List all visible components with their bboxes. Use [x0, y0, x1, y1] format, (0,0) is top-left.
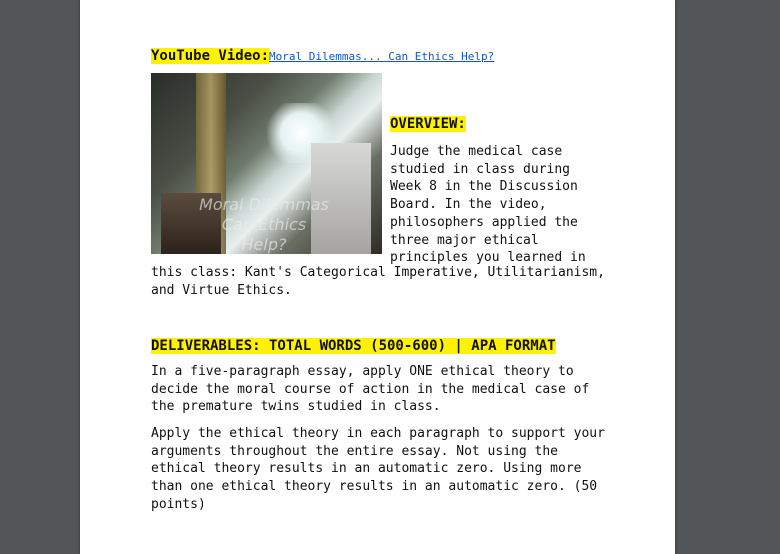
overview-line: three major ethical — [390, 232, 539, 248]
overview-line: Board. In the video, — [390, 197, 547, 213]
video-thumbnail[interactable] — [151, 73, 382, 254]
video-caption-line1: Moral Dilemmas — [199, 195, 329, 214]
para1-line: In a five-paragraph essay, apply ONE ethical theory to — [151, 364, 574, 379]
deliverables-heading: DELIVERABLES: TOTAL WORDS (500-600) | APA FORMAT — [151, 338, 556, 354]
overview-heading: OVERVIEW: — [390, 116, 466, 132]
overview-line: Week 8 in the Discussion — [390, 179, 578, 195]
overview-line: principles you learned in — [390, 250, 586, 266]
video-link[interactable]: Moral Dilemmas... Can Ethics Help? — [269, 50, 495, 63]
video-caption-line2: Can Ethics Help? — [221, 215, 307, 254]
overview-cont-line: and Virtue Ethics. — [151, 282, 292, 298]
overview-line: Judge the medical case — [390, 144, 563, 159]
para2-line: points) — [151, 496, 206, 512]
overview-continuation — [151, 264, 611, 299]
video-caption — [199, 195, 329, 254]
overview-line: studied in class during — [390, 161, 571, 177]
overview-column — [390, 114, 605, 267]
para1-line: the premature twins studied in class. — [151, 399, 441, 415]
video-heading-row — [151, 45, 611, 65]
deliverables-paragraph-2 — [151, 425, 611, 514]
para2-line: than one ethical theory results in an automatic zero. (50 — [151, 479, 598, 495]
para2-line: Apply the ethical theory in each paragraph to support your — [151, 426, 605, 441]
video-heading: YouTube Video: — [151, 48, 270, 64]
para1-line: decide the moral course of action in the medical case of — [151, 381, 590, 397]
overview-cont-line: this class: Kant's Categorical Imperative, Utilitarianism, — [151, 265, 605, 280]
para2-line: arguments throughout the entire essay. Not using the — [151, 443, 558, 459]
deliverables-paragraph-1 — [151, 363, 611, 416]
overview-line: philosophers applied the — [390, 214, 578, 230]
document-page — [80, 0, 675, 554]
document-content — [151, 45, 611, 512]
para2-line: ethical theory results in an automatic zero. Using more — [151, 461, 582, 477]
